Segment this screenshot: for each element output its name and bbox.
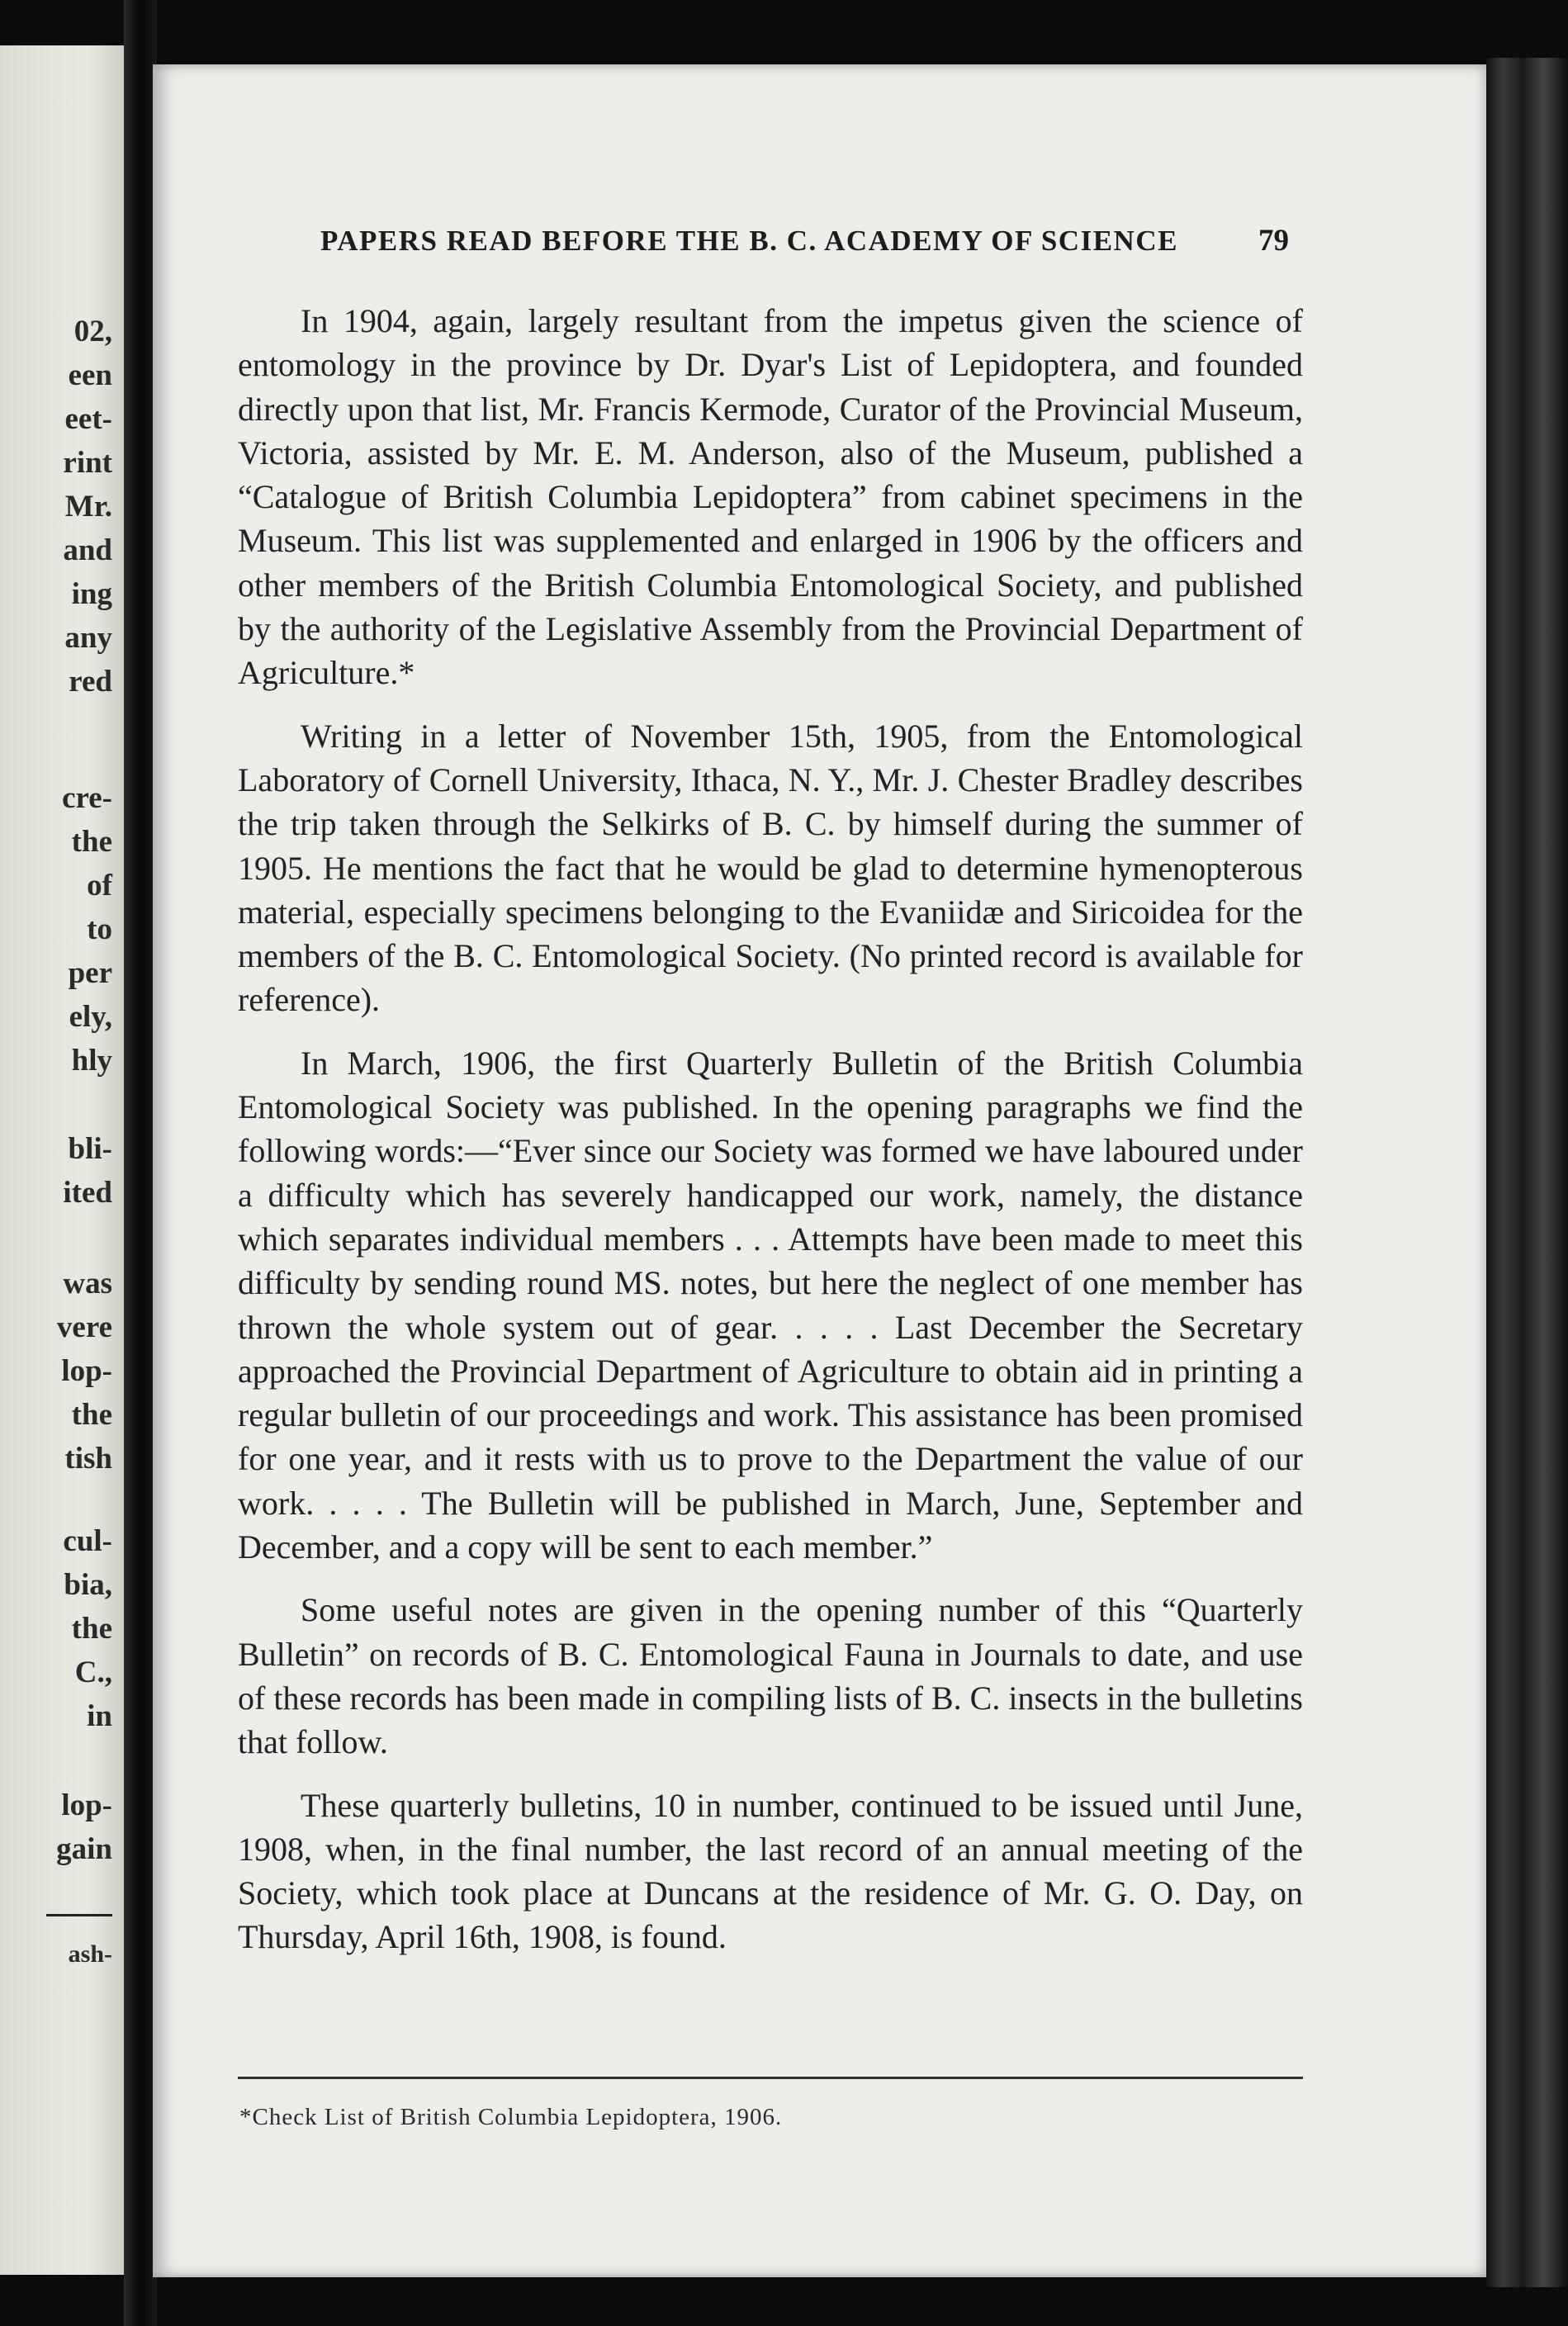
facing-page-fragment: was [63,1267,112,1300]
facing-page-fragment: the [71,1612,112,1646]
facing-page-fragment: vere [56,1310,112,1344]
paragraph: Writing in a letter of November 15th, 1905, from the Entomological Laboratory of Cornell University, Ithaca, N. Y., Mr. J. Chester Bradley describes the trip taken through the Selkirks of B. C. by himself during the summer of 1905. He mentions the fact that he would be glad to determine hymenopterous material, especially specimens belonging to the Evaniidæ and Siricoidea for the members of the B. C. Entomological Society. (No printed record is available for reference). [238,717,1303,1019]
facing-page-fragment: to [87,912,112,946]
page-number: 79 [1258,224,1289,258]
facing-page-fragment: ing [71,577,112,611]
page-edge [1486,58,1568,2287]
facing-page-fragment: bia, [64,1568,112,1602]
facing-page-fragment: of [87,869,112,902]
facing-page-fragment: tish [64,1442,112,1476]
facing-page-fragment: hly [71,1044,112,1078]
facing-page-fragment: lop- [61,1354,112,1388]
facing-page-fragment: ash- [68,1940,112,1968]
paragraph: Some useful notes are given in the opening number of this “Quarterly Bulletin” on records of B. C. Entomological Fauna in Journals to date, and use of these records has been made in compiling lists of B. C. insects in the bulletins that follow. [238,1591,1303,1761]
facing-page-fragment: per [68,956,112,990]
facing-page-fragment: 02, [73,315,112,348]
facing-page-fragment: red [69,665,112,699]
facing-page-fragment: the [71,825,112,859]
facing-page-fragment: bli- [68,1132,112,1166]
footnote: *Check List of British Columbia Lepidoptera, 1906. [239,2104,783,2130]
facing-page-fragment: een [68,358,112,392]
facing-page-fragment: cre- [62,781,112,815]
footnote-rule [238,2077,1303,2079]
facing-page-fragment: in [87,1699,112,1733]
facing-page-fragment: gain [56,1832,112,1866]
facing-page-fragment: the [71,1398,112,1432]
facing-page-fragment: any [64,621,112,655]
paragraph: These quarterly bulletins, 10 in number, continued to be issued until June, 1908, when, in the final number, the last record of an annual meeting of the Society, which took place at Duncans at the residence of Mr. G. O. Day, on Thursday, April 16th, 1908, is found. [238,1786,1303,1956]
running-head: PAPERS READ BEFORE THE B. C. ACADEMY OF SCIENCE [320,225,1178,257]
facing-page-fragment: ely, [69,1000,112,1034]
paragraph: In 1904, again, largely resultant from the impetus given the science of entomology in the province by Dr. Dyar's List of Lepidoptera, and founded directly upon that list, Mr. Francis Kermode, Curator of the Provincial Museum, Victoria, assisted by Mr. E. M. Anderson, also of the Museum, published a “Catalogue of British Columbia Lepidoptera” from cabinet specimens in the Museum. This list was supplemented and enlarged in 1906 by the officers and other members of the British Columbia Entomological Society, and published by the authority of the Legislative Assembly from the Provincial Department of Agriculture.* [238,302,1303,692]
facing-page-fragment: and [63,533,112,567]
facing-page-fragment: eet- [64,402,112,436]
paragraph: In March, 1906, the first Quarterly Bulletin of the British Columbia Entomological Society was published. In the opening paragraphs we find the following words:—“Ever since our Society was formed we have laboured under a difficulty which has severely handicapped our work, namely, the distance which separates individual members . . . Attempts have been made to meet this difficulty by sending round MS. notes, but here the neglect of one member has thrown the whole system out of gear. . . . . Last December the Secretary approached the Provincial Department of Agriculture to obtain aid in printing a regular bulletin of our proceedings and work. This assistance has been promised for one year, and it rests with us to prove to the Department the value of our work. . . . . The Bulletin will be published in March, June, September and December, and a copy will be sent to each member.” [238,1044,1303,1566]
facing-page-fragment: lop- [61,1788,112,1822]
facing-page-fragment: C., [74,1656,112,1689]
facing-page-fragment: Mr. [64,490,112,523]
facing-page-fragment: rint [63,446,112,480]
book-gutter [124,0,157,2326]
facing-page-fragment: cul- [63,1524,112,1558]
facing-page [0,45,124,2275]
body-text [238,299,1303,1978]
facing-page-fragment: ited [63,1176,112,1210]
facing-page-footnote-rule [46,1914,112,1916]
